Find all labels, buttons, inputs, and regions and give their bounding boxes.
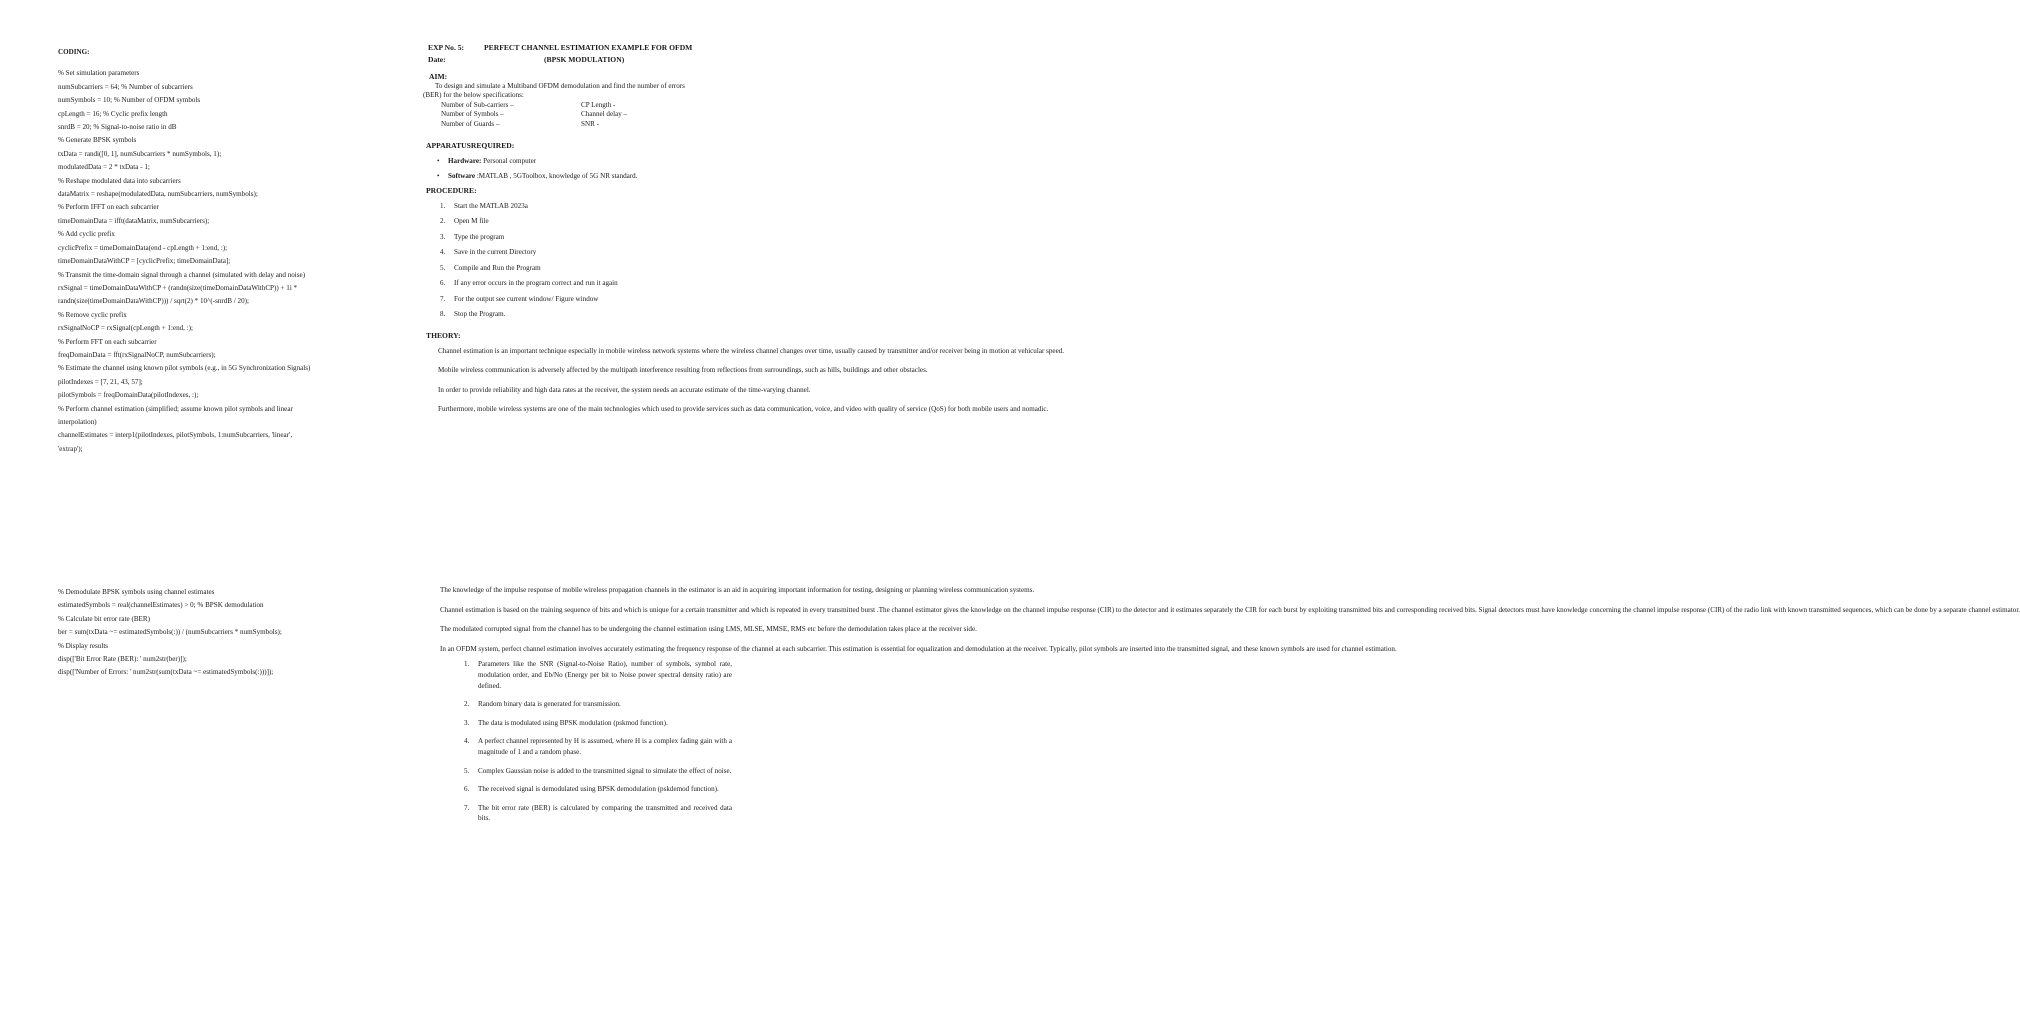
procedure-section: [426, 183, 726, 323]
theory-paragraph: Channel estimation is based on the training sequence of bits and which is unique for a certain transmitter and which is repeated in every transmitted burst .The channel estimator gives the knowledge on the channel impulse response (CIR) to the detector and it estimates separately the CIR for each burst by exploiting transmitted bits and corresponding received bits. Signal detectors must have knowledge concerning the channel impulse response (CIR) of the radio link with known transmitted sequences, which can be done by a separate channel estimator.: [440, 605, 2020, 614]
code-line: % Estimate the channel using known pilot symbols (e.g., in 5G Synchronization Signals): [58, 364, 311, 373]
spec-guards: Number of Guards –: [441, 119, 500, 128]
code-line: % Reshape modulated data into subcarriers: [58, 176, 181, 185]
step-text: If any error occurs in the program correct and run it again: [454, 279, 618, 287]
code-line: pilotIndexes = [7, 21, 43, 57];: [58, 377, 143, 386]
step-text: Start the MATLAB 2023a: [454, 201, 528, 210]
procedure-step: [440, 245, 726, 261]
code-line: disp(['Bit Error Rate (BER): ' num2str(ber)]);: [58, 655, 187, 664]
apparatus-item: • Software :MATLAB , 5GToolbox, knowledge of 5G NR standard.: [434, 169, 726, 185]
step-number: 7.: [440, 294, 446, 303]
code-line: % Remove cyclic prefix: [58, 310, 127, 319]
code-line: interpolation): [58, 417, 97, 426]
coding-section: [58, 46, 348, 456]
code-line: % Display results: [58, 641, 109, 650]
aim-text-line1: To design and simulate a Multiband OFDM demodulation and find the number of errors: [435, 81, 685, 90]
aim-section: [423, 72, 723, 131]
step-text: The data is modulated using BPSK modulation (pskmod function).: [478, 718, 668, 727]
step-number: 7.: [464, 803, 470, 812]
step-number: 4.: [464, 737, 470, 746]
spec-snr: SNR -: [581, 119, 599, 128]
theory-step: [464, 766, 732, 777]
code-line: 'extrap');: [58, 444, 83, 453]
bullet-icon: •: [437, 156, 440, 165]
code-line: cpLength = 16; % Cyclic prefix length: [58, 109, 168, 118]
step-text: Stop the Program.: [454, 310, 506, 318]
date-label: Date:: [428, 54, 446, 64]
code-line: cyclicPrefix = timeDomainData(end - cpLength + 1:end, :);: [58, 243, 228, 252]
theory-paragraph: The modulated corrupted signal from the channel has to be undergoing the channel estimation using LMS, MLSE, MMSE, RMS etc before the demodulation takes place at the receiver side.: [440, 625, 977, 634]
apparatus-heading: APPARATUSREQUIRED:: [426, 141, 515, 150]
code-line: timeDomainData = ifft(dataMatrix, numSubcarriers);: [58, 216, 210, 225]
apparatus-item: • Hardware: Personal computer: [434, 154, 726, 170]
procedure-step: [440, 292, 726, 308]
procedure-step: [440, 261, 726, 277]
code-line: % Transmit the time-domain signal through a channel (simulated with delay and noise): [58, 270, 306, 279]
step-text: Random binary data is generated for transmission.: [478, 700, 621, 709]
step-number: 5.: [464, 766, 470, 775]
code-line: rxSignalNoCP = rxSignal(cpLength + 1:end, :);: [58, 324, 194, 333]
code-line: disp(['Number of Errors: ' num2str(sum(txData ~= estimatedSymbols(:)))]);: [58, 668, 274, 677]
theory-continued: [440, 585, 2020, 824]
code-line: ber = sum(txData ~= estimatedSymbols(:)) / (numSubcarriers * numSymbols);: [58, 628, 282, 637]
code-line: numSubcarriers = 64; % Number of subcarriers: [58, 82, 193, 91]
experiment-title: PERFECT CHANNEL ESTIMATION EXAMPLE FOR OFDM: [484, 43, 693, 52]
step-number: 2.: [464, 700, 470, 709]
spec-symbols: Number of Symbols –: [441, 110, 504, 119]
spec-subcarriers: Number of Sub-carriers –: [441, 100, 514, 109]
code-line: pilotSymbols = freqDomainData(pilotIndexes, :);: [58, 391, 199, 400]
spec-channel-delay: Channel delay –: [581, 110, 628, 119]
step-text: For the output see current window/ Figure window: [454, 294, 599, 303]
step-text: Compile and Run the Program: [454, 263, 541, 272]
theory-paragraph: In an OFDM system, perfect channel estimation involves accurately estimating the frequency response of the channel at each subcarrier. This estimation is essential for equalization and demodulation at the receiver. Typically, pilot symbols are inserted into the transmitted signal, and these known symbols are used for channel estimation.: [440, 644, 1397, 653]
coding-heading: CODING:: [58, 48, 90, 56]
step-number: 8.: [440, 310, 446, 318]
code-line: % Add cyclic prefix: [58, 230, 115, 239]
code-line: modulatedData = 2 * txData - 1;: [58, 163, 150, 172]
exp-number: EXP No. 5:: [428, 43, 465, 52]
procedure-step: [440, 276, 726, 292]
theory-paragraph: In order to provide reliability and high data rates at the receiver, the system needs an accurate estimate of the time-varying channel.: [438, 385, 811, 394]
step-number: 6.: [464, 785, 470, 794]
code-line: % Perform IFFT on each subcarrier: [58, 203, 159, 212]
step-text: The bit error rate (BER) is calculated by comparing the transmitted and received data bits.: [478, 803, 732, 823]
aim-text-line2: (BER) for the below specifications:: [423, 91, 524, 100]
code-line: dataMatrix = reshape(modulatedData, numSubcarriers, numSymbols);: [58, 190, 258, 199]
theory-paragraph: Channel estimation is an important technique especially in mobile wireless network systems where the wireless channel changes over time, usually caused by transmitter and/or receiver being in motion at vehicular speed.: [438, 346, 1065, 355]
code-line: % Perform FFT on each subcarrier: [58, 337, 157, 346]
bullet-icon: •: [437, 172, 440, 180]
procedure-step: [440, 307, 726, 323]
code-line: % Calculate bit error rate (BER): [58, 614, 150, 623]
procedure-step: [440, 214, 726, 230]
step-text: The received signal is demodulated using BPSK demodulation (pskdemod function).: [478, 785, 719, 794]
step-number: 4.: [440, 248, 446, 256]
step-number: 3.: [464, 718, 470, 727]
theory-section: [426, 330, 1065, 416]
step-text: Parameters like the SNR (Signal-to-Noise Ratio), number of symbols, symbol rate, modulation order, and Eb/No (Energy per bit to Noise power spectral density ratio) are defined.: [478, 660, 732, 690]
step-text: Open M file: [454, 217, 489, 225]
step-number: 1.: [464, 660, 470, 669]
code-block-continued: [58, 586, 358, 680]
code-line: numSymbols = 10; % Number of OFDM symbols: [58, 96, 201, 105]
code-line: % Perform channel estimation (simplified; assume known pilot symbols and linear: [58, 404, 293, 413]
step-text: Complex Gaussian noise is added to the transmitted signal to simulate the effect of noise.: [478, 766, 732, 775]
step-number: 5.: [440, 263, 446, 272]
code-block: [58, 67, 348, 456]
code-line: rxSignal = timeDomainDataWithCP + (randn(size(timeDomainDataWithCP)) + 1i *: [58, 283, 298, 292]
code-line: timeDomainDataWithCP = [cyclicPrefix; timeDomainData];: [58, 257, 231, 266]
theory-heading: THEORY:: [426, 331, 461, 340]
code-line: channelEstimates = interp1(pilotIndexes, pilotSymbols, 1:numSubcarriers, 'linear',: [58, 431, 293, 440]
step-text: Save in the current Directory: [454, 248, 537, 256]
code-line: randn(size(timeDomainDataWithCP))) / sqrt(2) * 10^(-snrdB / 20);: [58, 297, 249, 306]
theory-step: [464, 784, 732, 795]
code-line: snrdB = 20; % Signal-to-noise ratio in dB: [58, 123, 177, 132]
code-line: % Generate BPSK symbols: [58, 136, 137, 145]
experiment-subtitle: (BPSK MODULATION): [544, 54, 625, 64]
step-number: 6.: [440, 279, 446, 287]
experiment-header: [424, 42, 734, 65]
theory-step: [464, 699, 732, 710]
apparatus-section: [426, 138, 726, 185]
procedure-step: [440, 199, 726, 215]
aim-heading: AIM:: [429, 72, 448, 81]
code-line: % Set simulation parameters: [58, 69, 140, 78]
step-text: A perfect channel represented by H is assumed, where H is a complex fading gain with a magnitude of 1 and a random phase.: [478, 737, 732, 756]
step-number: 1.: [440, 201, 446, 210]
step-number: 3.: [440, 232, 446, 241]
code-line: estimatedSymbols = real(channelEstimates) > 0; % BPSK demodulation: [58, 601, 264, 610]
theory-step: [464, 718, 732, 729]
theory-step: [464, 659, 732, 691]
theory-paragraph: Mobile wireless communication is adversely affected by the multipath interference resulting from reflections from surroundings, such as hills, buildings and other obstacles.: [438, 366, 928, 375]
theory-paragraph: Furthermore, mobile wireless systems are one of the main technologies which used to provide services such as data communication, voice, and video with quality of service (QoS) for both mobile users and nomadic.: [438, 405, 1049, 414]
theory-paragraph: The knowledge of the impulse response of mobile wireless propagation channels in the estimator is an aid in acquiring important information for testing, designing or planning wireless communication systems.: [440, 586, 1035, 594]
procedure-heading: PROCEDURE:: [426, 186, 477, 195]
code-line: freqDomainData = fft(rxSignalNoCP, numSubcarriers);: [58, 350, 216, 359]
spec-cp-length: CP Length -: [581, 100, 616, 109]
step-number: 2.: [440, 217, 446, 225]
procedure-step: [440, 230, 726, 246]
theory-step: [464, 736, 732, 757]
theory-step: [464, 803, 732, 824]
code-line: txData = randi([0, 1], numSubcarriers * numSymbols, 1);: [58, 149, 222, 158]
code-line: % Demodulate BPSK symbols using channel estimates: [58, 588, 215, 596]
step-text: Type the program: [454, 232, 505, 241]
